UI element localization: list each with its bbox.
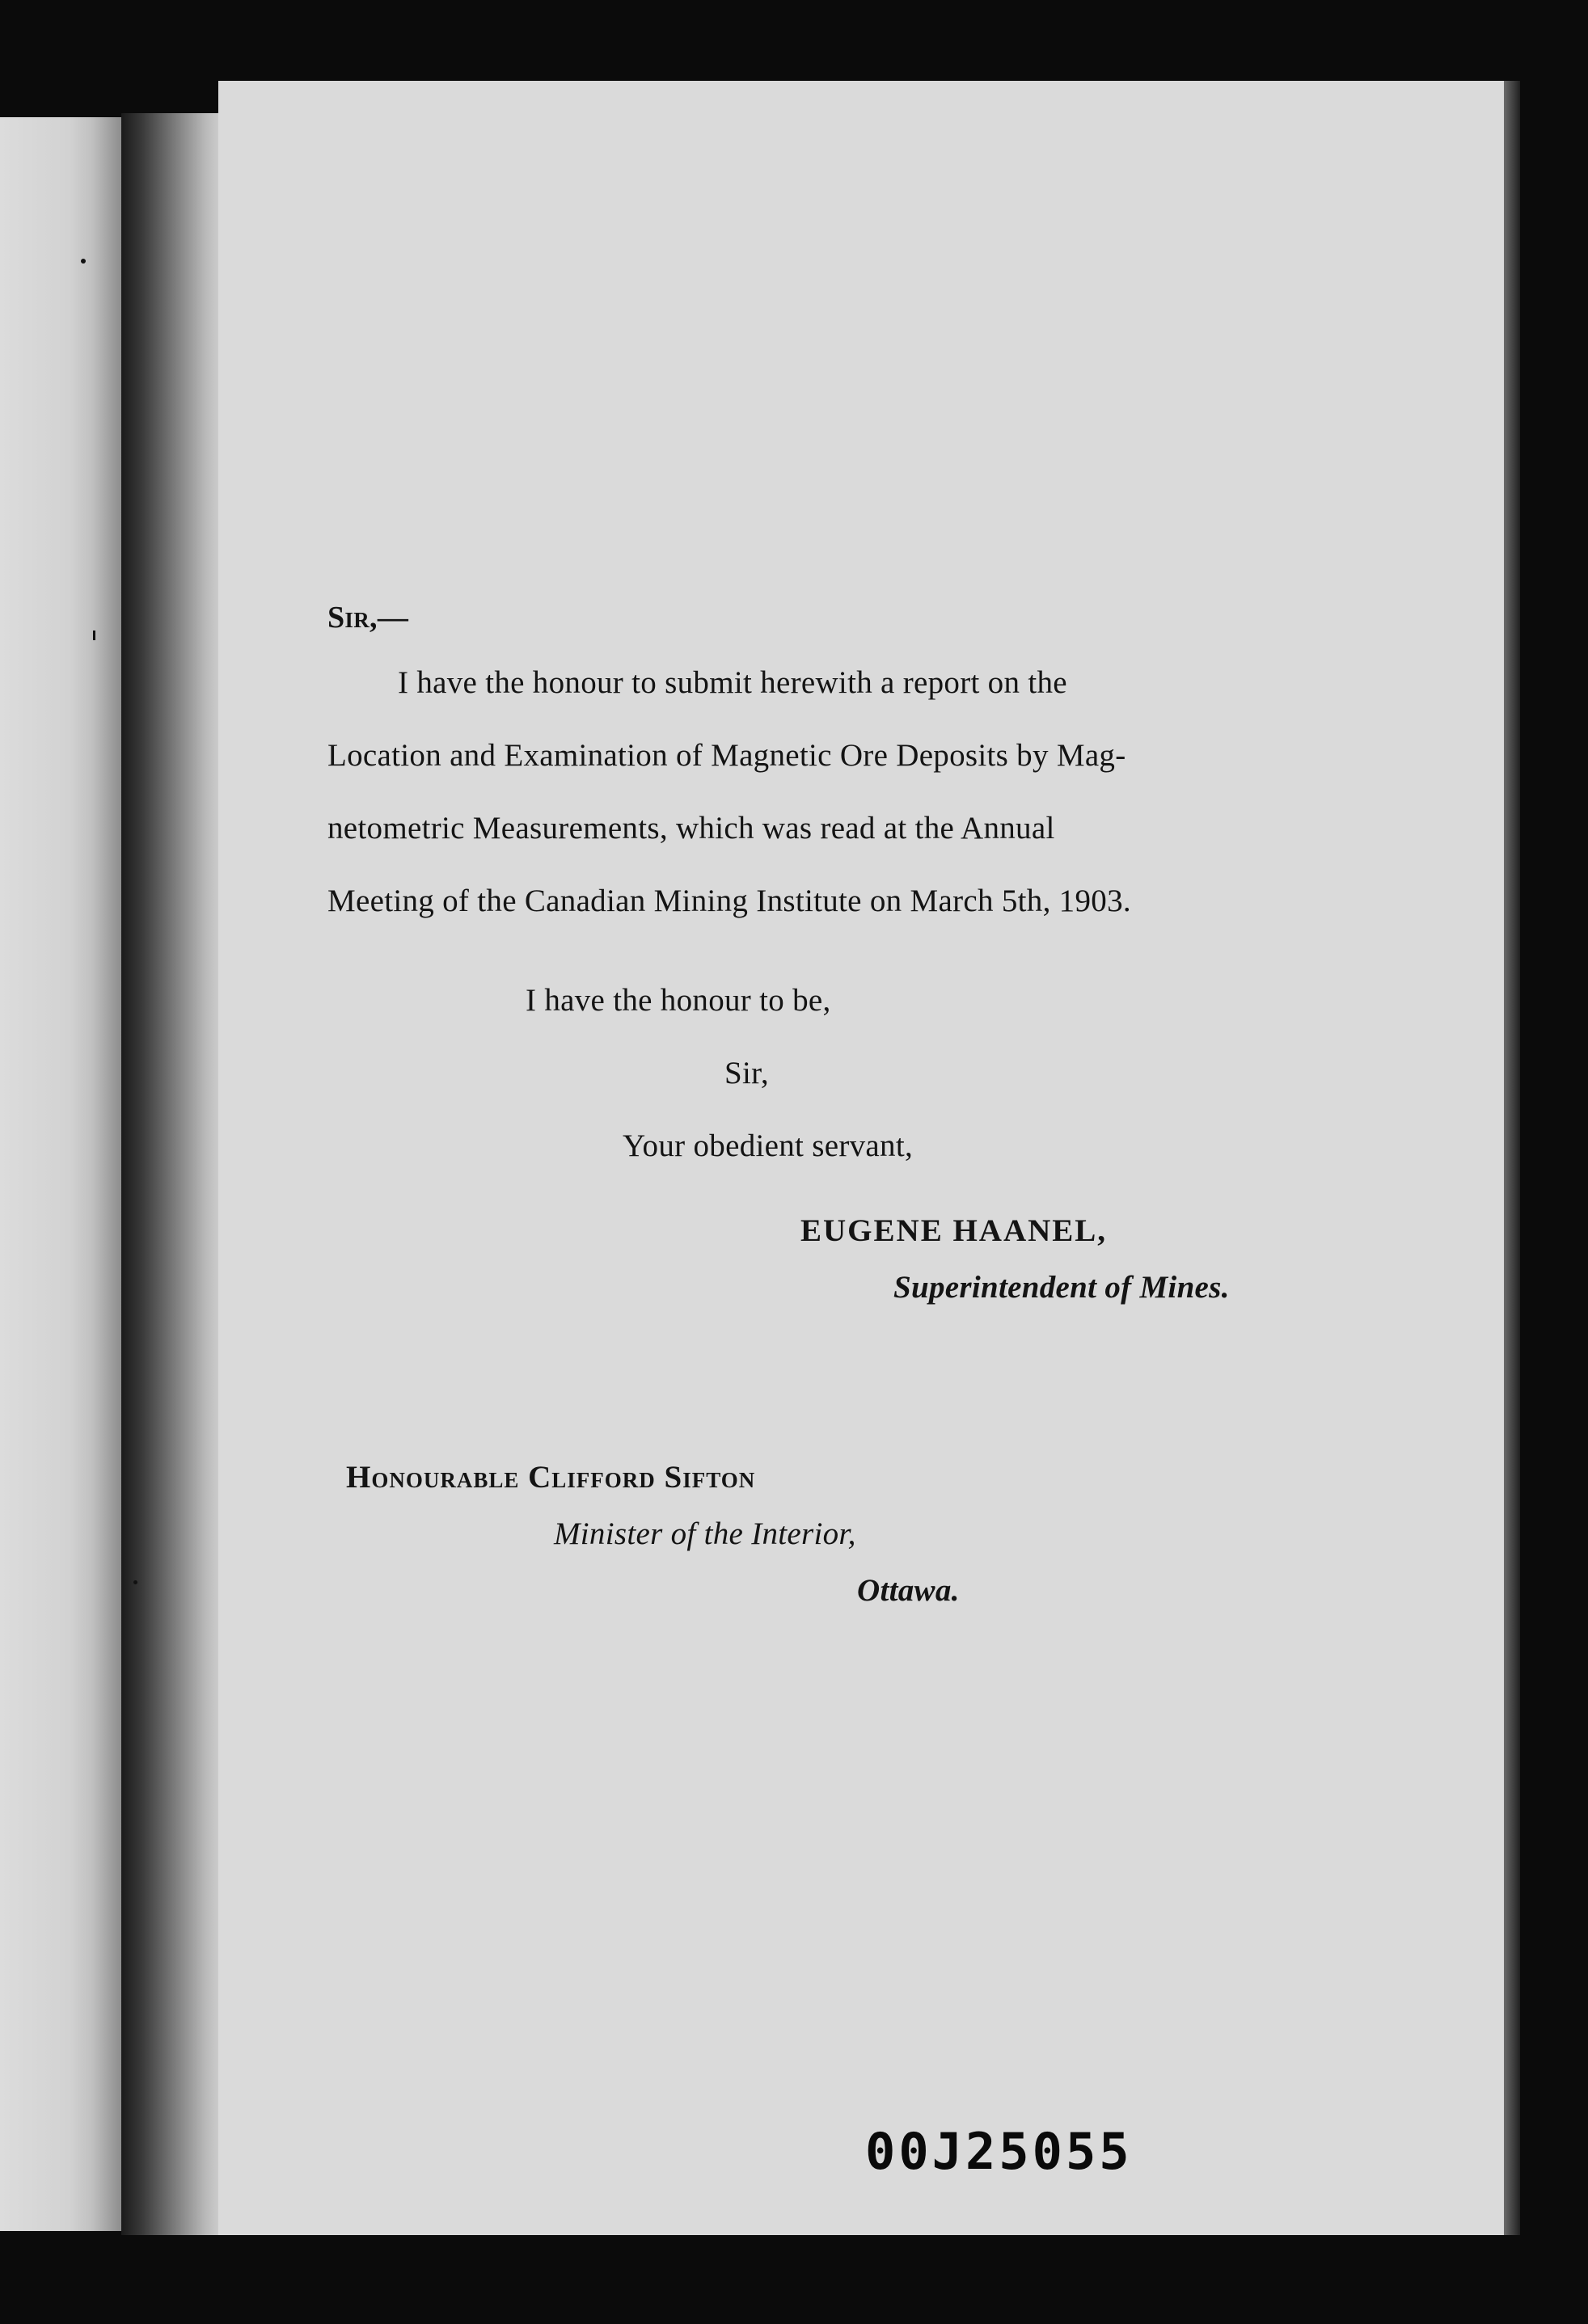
closing-line-3: Your obedient servant, (623, 1128, 914, 1163)
closing-line-2: Sir, (724, 1056, 769, 1090)
book-spine-shadow (121, 113, 226, 2235)
addressee-place: Ottawa. (857, 1573, 960, 1608)
body-line-2: Location and Examination of Magnetic Ore Deposits by Mag- (327, 738, 1126, 773)
body-line-1: I have the honour to submit herewith a report on the (398, 665, 1067, 700)
addressee-name: Honourable Clifford Sifton (346, 1460, 756, 1495)
closing-line-1: I have the honour to be, (526, 983, 831, 1018)
salutation: Sir,— (327, 601, 409, 635)
body-line-4: Meeting of the Canadian Mining Institute on March 5th, 1903. (327, 884, 1131, 918)
signer-name: EUGENE HAANEL, (800, 1213, 1108, 1248)
archive-stamp-number: 00J25055 (865, 2122, 1133, 2181)
signer-title: Superintendent of Mines. (893, 1270, 1230, 1305)
speck-mark (133, 1580, 137, 1584)
speck-mark (81, 259, 86, 264)
body-line-3: netometric Measurements, which was read at the Annual (327, 811, 1055, 846)
addressee-title: Minister of the Interior, (554, 1516, 856, 1551)
speck-mark (93, 631, 95, 640)
page-right-edge (1504, 81, 1520, 2235)
